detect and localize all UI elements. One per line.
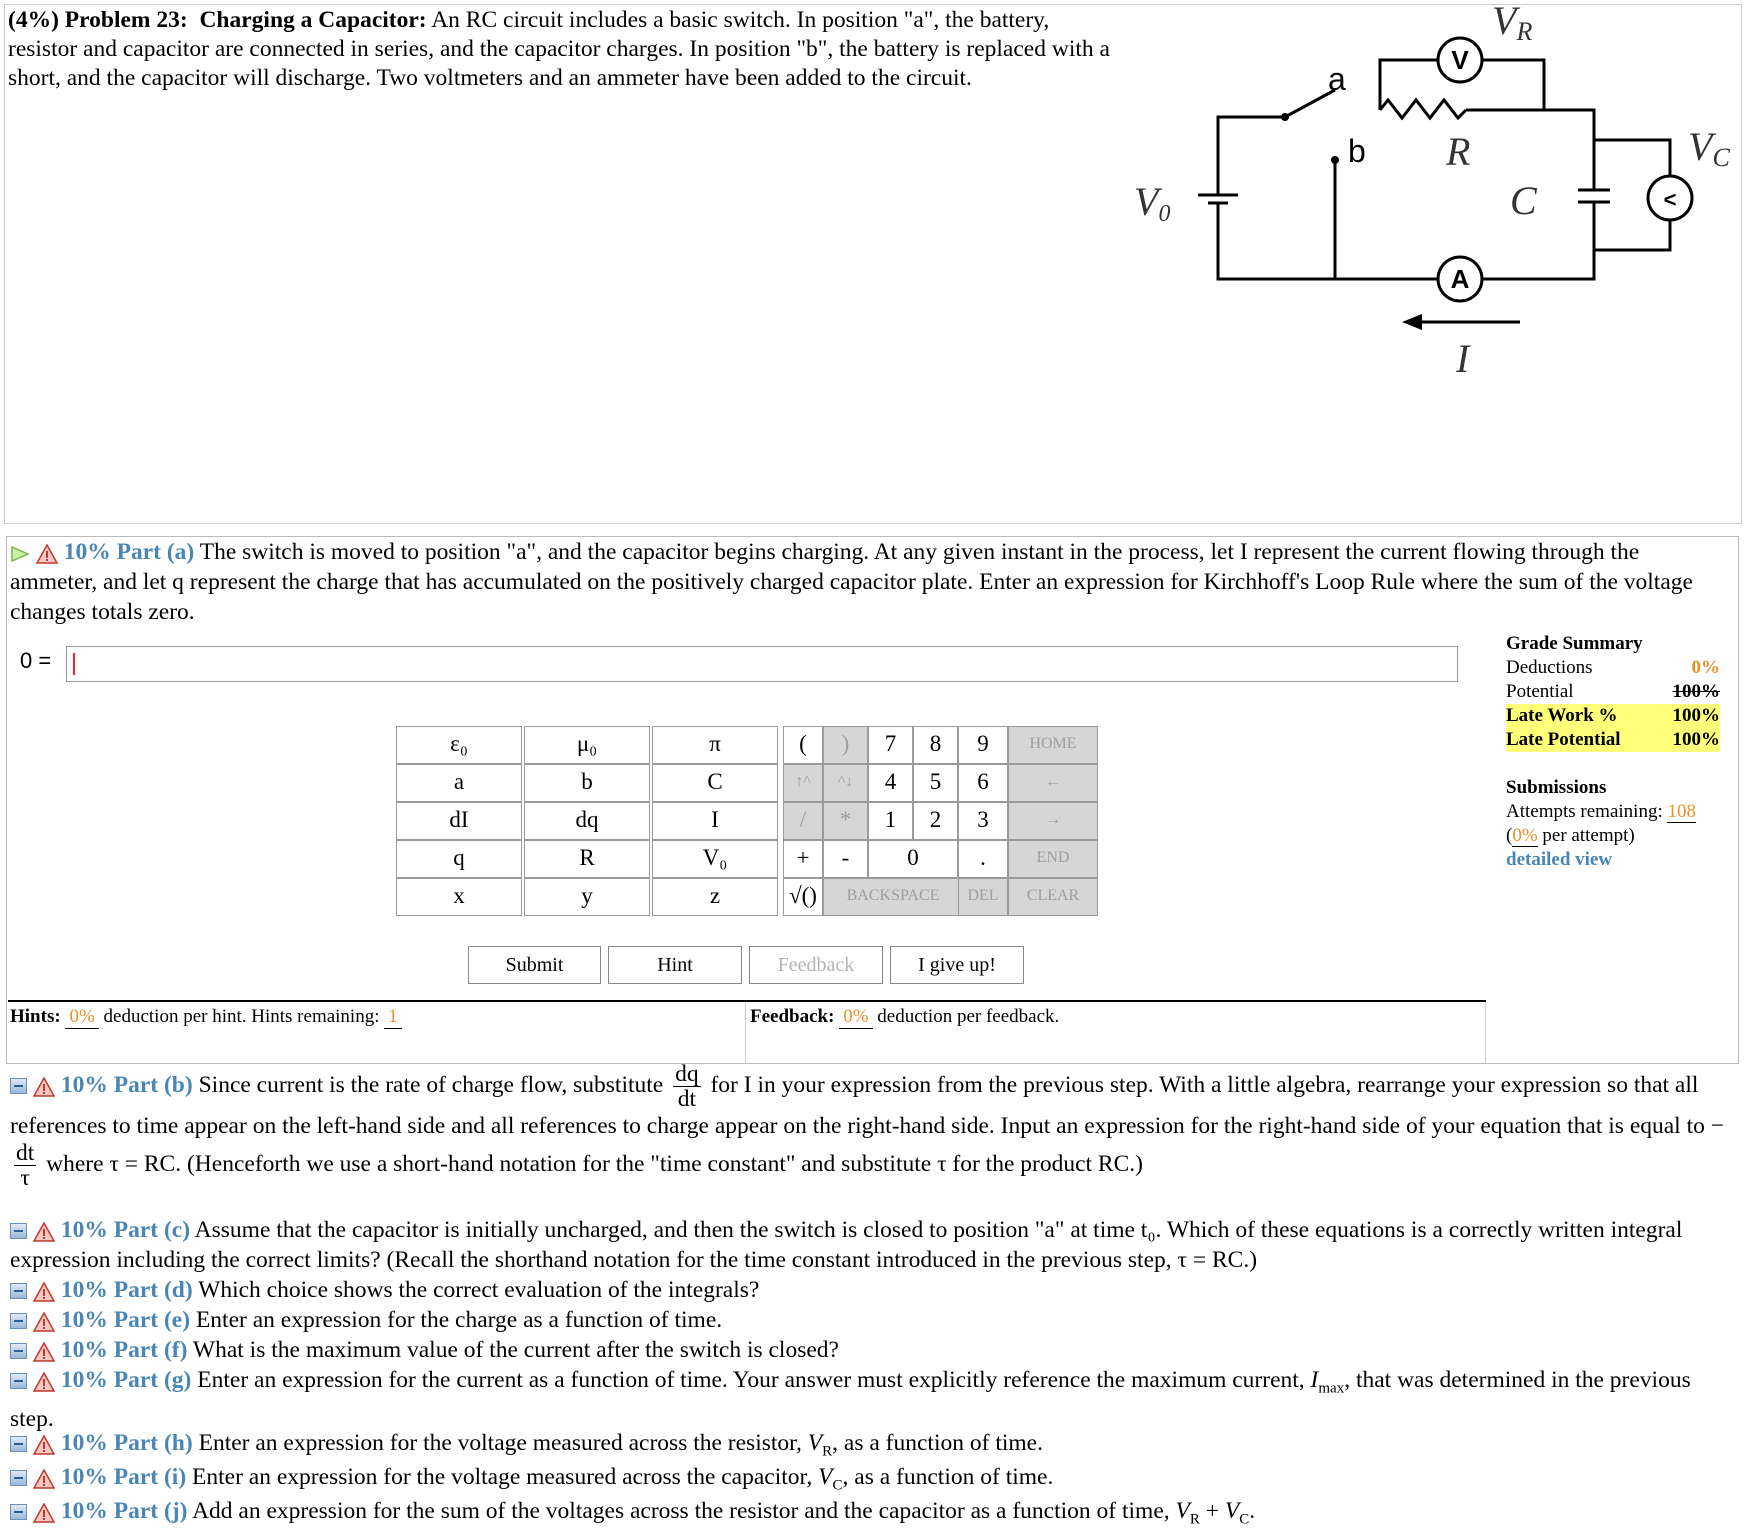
hints-separator bbox=[745, 1002, 746, 1063]
part-a-text: The switch is moved to position "a", and the capacitor begins charging. At any given instant in the process, let I represent the current flowing through the ammeter, and let q represent the charge that has accumulated on the positively charged capacitor plate. Enter an expression for Kirchhoff's Loop Rule where the sum of the voltage changes totals zero. bbox=[10, 539, 1693, 625]
problem-statement bbox=[8, 6, 1120, 93]
collapse-icon[interactable] bbox=[10, 1436, 27, 1452]
collapse-icon[interactable] bbox=[10, 1078, 27, 1094]
part-d-weight: 10% bbox=[60, 1277, 108, 1303]
symbol-v: V bbox=[807, 1430, 823, 1456]
give-up-button[interactable]: I give up! bbox=[890, 946, 1024, 984]
switch-label-a: a bbox=[1328, 61, 1346, 97]
keypad-key[interactable]: ← bbox=[1008, 764, 1098, 802]
part-g-label: Part (g) bbox=[113, 1367, 192, 1393]
keypad-var-key[interactable]: ε₀ bbox=[396, 726, 522, 764]
warning-icon bbox=[33, 1077, 55, 1097]
keypad-key[interactable]: . bbox=[958, 840, 1008, 878]
part-e[interactable] bbox=[10, 1305, 1735, 1335]
keypad-key[interactable]: / bbox=[783, 802, 823, 840]
label-v0: V0 bbox=[1134, 179, 1171, 227]
problem-number: Problem 23: bbox=[64, 7, 188, 33]
keypad-key[interactable]: 1 bbox=[868, 802, 913, 840]
deductions-row: Deductions 0% bbox=[1506, 657, 1720, 678]
answer-prefix: 0 = bbox=[20, 648, 52, 673]
keypad-key[interactable]: → bbox=[1008, 802, 1098, 840]
grade-summary-title: Grade Summary bbox=[1506, 633, 1643, 654]
part-d-label: Part (d) bbox=[113, 1277, 193, 1303]
keypad-key[interactable]: CLEAR bbox=[1008, 878, 1098, 916]
part-h[interactable] bbox=[10, 1428, 1735, 1467]
keypad-var-key[interactable]: μ₀ bbox=[524, 726, 650, 764]
problem-weight: (4%) bbox=[8, 7, 59, 33]
symbol-v: V bbox=[1224, 1498, 1240, 1524]
part-i-text-1: Enter an expression for the voltage measured across the capacitor, bbox=[192, 1464, 813, 1490]
part-c[interactable] bbox=[10, 1215, 1735, 1275]
part-b-weight: 10% bbox=[60, 1071, 108, 1098]
part-a-question bbox=[10, 537, 1730, 627]
label-vc: VC bbox=[1688, 124, 1730, 172]
part-c-label: Part (c) bbox=[113, 1217, 191, 1243]
keypad-var-key[interactable]: V₀ bbox=[652, 840, 778, 878]
keypad-key[interactable]: DEL bbox=[958, 878, 1008, 916]
keypad-key[interactable]: 9 bbox=[958, 726, 1008, 764]
warning-icon bbox=[33, 1282, 55, 1302]
keypad-var-key[interactable]: R bbox=[524, 840, 650, 878]
part-a-weight: 10% bbox=[63, 539, 111, 565]
feedback-text: deduction per feedback. bbox=[877, 1006, 1060, 1027]
ammeter-symbol: A bbox=[1450, 264, 1470, 294]
keypad-var-key[interactable]: y bbox=[524, 878, 650, 916]
switch-contact-b bbox=[1331, 156, 1339, 164]
part-f[interactable] bbox=[10, 1335, 1735, 1365]
submissions-title: Submissions bbox=[1506, 777, 1607, 798]
circuit-wire-right-top bbox=[1544, 110, 1594, 180]
late-work-row: Late Work % 100% bbox=[1506, 705, 1720, 726]
keypad-var-key[interactable]: a bbox=[396, 764, 522, 802]
feedback-label: Feedback: bbox=[750, 1006, 835, 1027]
part-j-text-2: . bbox=[1249, 1498, 1256, 1524]
voltmeter-c-wire-top bbox=[1594, 140, 1670, 176]
part-h-text-1: Enter an expression for the voltage measured across the resistor, bbox=[198, 1430, 802, 1456]
part-g-weight: 10% bbox=[60, 1367, 108, 1393]
part-i-weight: 10% bbox=[60, 1464, 108, 1490]
part-b-text-3: where τ = RC. (Henceforth we use a short-hand notation for the "time constant" and substitute τ for the product RC.) bbox=[46, 1150, 1143, 1177]
part-b-text-2: for I in your expression from the previous step. With a little algebra, rearrange your expression so that all references to time appear on the left-hand side and all references to charge appear on the right-hand side. Input an expression for the right-hand side of your equation that is equal to − bbox=[10, 1071, 1724, 1139]
keypad-var-key[interactable]: dq bbox=[524, 802, 650, 840]
potential-row: Potential 100% bbox=[1506, 681, 1720, 702]
part-c-weight: 10% bbox=[60, 1217, 108, 1243]
part-j-weight: 10% bbox=[60, 1498, 108, 1524]
warning-icon bbox=[33, 1469, 55, 1489]
part-c-text: Assume that the capacitor is initially uncharged, and then the switch is closed to position "a" at time t₀. Which of these equations is a correctly written integral expression including the correct limits? (Recall the shorthand notation for the time constant introduced in the previous step, τ = RC.) bbox=[10, 1217, 1683, 1273]
part-b[interactable] bbox=[10, 1062, 1735, 1190]
warning-icon bbox=[33, 1372, 55, 1392]
part-j[interactable] bbox=[10, 1496, 1735, 1535]
voltmeter-r-symbol: V bbox=[1451, 45, 1469, 75]
part-a-label: Part (a) bbox=[116, 539, 195, 565]
part-b-label: Part (b) bbox=[113, 1071, 193, 1098]
voltmeter-r-wire-right bbox=[1482, 60, 1544, 110]
feedback-deduction: 0% bbox=[839, 1006, 872, 1029]
feedback-separator bbox=[1485, 1002, 1486, 1063]
current-arrow-head bbox=[1402, 314, 1422, 330]
hints-text: deduction per hint. Hints remaining: bbox=[103, 1006, 380, 1027]
part-g[interactable] bbox=[10, 1365, 1735, 1434]
hints-info bbox=[10, 1006, 402, 1029]
late-potential-row: Late Potential 100% bbox=[1506, 729, 1720, 750]
part-i-text-2: , as a function of time. bbox=[842, 1464, 1054, 1490]
voltmeter-c-wire-bottom bbox=[1594, 220, 1670, 250]
part-d-text: Which choice shows the correct evaluation of the integrals? bbox=[198, 1277, 760, 1303]
grade-summary bbox=[1506, 632, 1720, 872]
keypad-key[interactable]: + bbox=[783, 840, 823, 878]
keypad-key[interactable]: 7 bbox=[868, 726, 913, 764]
keypad-key[interactable]: BACKSPACE bbox=[823, 878, 963, 916]
subscript-max: max bbox=[1318, 1380, 1345, 1397]
part-f-text: What is the maximum value of the current after the switch is closed? bbox=[192, 1337, 839, 1363]
collapse-icon[interactable] bbox=[10, 1343, 27, 1359]
submit-button[interactable]: Submit bbox=[468, 946, 601, 984]
keypad-key[interactable]: ) bbox=[823, 726, 868, 764]
part-d[interactable] bbox=[10, 1275, 1735, 1305]
keypad-var-key[interactable]: q bbox=[396, 840, 522, 878]
feedback-info bbox=[750, 1006, 1059, 1029]
part-b-text-1: Since current is the rate of charge flow, substitute bbox=[198, 1071, 664, 1098]
hints-label: Hints: bbox=[10, 1006, 61, 1027]
part-i[interactable] bbox=[10, 1462, 1735, 1501]
resistor-zigzag bbox=[1380, 100, 1466, 118]
keypad-var-key[interactable]: z bbox=[652, 878, 778, 916]
keypad-var-key[interactable]: I bbox=[652, 802, 778, 840]
part-h-text-2: , as a function of time. bbox=[832, 1430, 1043, 1456]
part-g-text-1: Enter an expression for the current as a function of time. Your answer must explicitly reference the maximum current, bbox=[197, 1367, 1305, 1393]
circuit-wire-right-bottom bbox=[1482, 202, 1594, 279]
keypad-key[interactable]: ^↓ bbox=[823, 764, 868, 802]
keypad-key[interactable]: 8 bbox=[913, 726, 958, 764]
subscript-c: C bbox=[832, 1477, 843, 1494]
feedback-button[interactable]: Feedback bbox=[749, 946, 883, 984]
keypad-key[interactable]: 2 bbox=[913, 802, 958, 840]
keypad-key[interactable]: 4 bbox=[868, 764, 913, 802]
part-e-text: Enter an expression for the charge as a function of time. bbox=[195, 1307, 723, 1333]
problem-text: An RC circuit includes a basic switch. In position "a", the battery, resistor and capacitor are connected in series, and the capacitor charges. In position "b", the battery is replaced with a short, and the capacitor will discharge. Two voltmeters and an ammeter have been added to the circuit. bbox=[8, 7, 1110, 91]
symbol-i: I bbox=[1310, 1367, 1319, 1393]
collapse-icon[interactable] bbox=[10, 1313, 27, 1329]
switch-pivot bbox=[1281, 113, 1289, 121]
keypad-key[interactable]: - bbox=[823, 840, 868, 878]
label-r: R bbox=[1446, 129, 1471, 174]
part-f-weight: 10% bbox=[60, 1337, 108, 1363]
part-e-weight: 10% bbox=[60, 1307, 108, 1333]
keypad-var-key[interactable]: C bbox=[652, 764, 778, 802]
keypad-key[interactable]: END bbox=[1008, 840, 1098, 878]
keypad-key[interactable]: √() bbox=[783, 878, 823, 916]
hints-remaining: 1 bbox=[384, 1006, 402, 1029]
warning-icon bbox=[33, 1312, 55, 1332]
warning-icon bbox=[33, 1342, 55, 1362]
collapse-icon[interactable] bbox=[10, 1283, 27, 1299]
part-g-text-2: , that was determined in the previous step. bbox=[10, 1367, 1691, 1432]
subscript-r: R bbox=[1189, 1511, 1200, 1528]
fraction-dq-dt: $\frac{dq}{dt}$ bbox=[675, 1061, 699, 1112]
collapse-icon[interactable] bbox=[10, 1470, 27, 1486]
keypad-key[interactable]: * bbox=[823, 802, 868, 840]
keypad-var-key[interactable]: b bbox=[524, 764, 650, 802]
part-e-label: Part (e) bbox=[113, 1307, 191, 1333]
label-c: C bbox=[1510, 178, 1537, 223]
play-triangle-icon[interactable] bbox=[10, 545, 30, 563]
voltmeter-c-symbol: < bbox=[1663, 187, 1677, 212]
part-f-label: Part (f) bbox=[113, 1337, 188, 1363]
plus-sign: + bbox=[1199, 1498, 1225, 1524]
keypad-key[interactable]: 0 bbox=[868, 840, 958, 878]
part-j-label: Part (j) bbox=[113, 1498, 188, 1524]
label-vr: VR bbox=[1492, 0, 1533, 46]
symbol-v: V bbox=[1175, 1498, 1190, 1524]
keypad-var-key[interactable]: dI bbox=[396, 802, 522, 840]
keypad-key[interactable]: ( bbox=[783, 726, 823, 764]
problem-title: Charging a Capacitor: bbox=[199, 7, 427, 33]
keypad-var-key[interactable]: π bbox=[652, 726, 778, 764]
part-i-label: Part (i) bbox=[113, 1464, 187, 1490]
attempts-remaining: Attempts remaining: 108 bbox=[1506, 801, 1696, 822]
part-j-text-1: Add an expression for the sum of the voltages across the resistor and the capacitor as a function of time, bbox=[192, 1498, 1170, 1524]
keypad-key[interactable]: HOME bbox=[1008, 726, 1098, 764]
keypad-key[interactable]: 3 bbox=[958, 802, 1008, 840]
subscript-r: R bbox=[822, 1443, 833, 1460]
warning-icon bbox=[33, 1503, 55, 1523]
warning-icon bbox=[36, 544, 58, 564]
collapse-icon[interactable] bbox=[10, 1373, 27, 1389]
keypad-key[interactable]: ↑^ bbox=[783, 764, 823, 802]
switch-label-b: b bbox=[1348, 133, 1366, 169]
circuit-wire-top-left bbox=[1218, 117, 1285, 180]
keypad-key[interactable]: 6 bbox=[958, 764, 1008, 802]
answer-input[interactable] bbox=[66, 646, 1458, 682]
circuit-wire-bottom bbox=[1218, 210, 1458, 279]
fraction-dt-tau: $\frac{dt}{\tau}$ bbox=[16, 1140, 35, 1191]
text-caret bbox=[73, 653, 75, 675]
collapse-icon[interactable] bbox=[10, 1223, 27, 1239]
warning-icon bbox=[33, 1222, 55, 1242]
detailed-view-link[interactable]: detailed view bbox=[1506, 849, 1613, 870]
part-h-label: Part (h) bbox=[113, 1430, 193, 1456]
label-current-i: I bbox=[1456, 336, 1470, 381]
symbol-v: V bbox=[818, 1464, 833, 1490]
part-h-weight: 10% bbox=[60, 1430, 108, 1456]
rc-circuit-diagram bbox=[1120, 0, 1740, 390]
per-attempt: (0% per attempt) bbox=[1506, 825, 1635, 846]
subscript-c: C bbox=[1239, 1511, 1250, 1528]
hint-button[interactable]: Hint bbox=[608, 946, 742, 984]
keypad-var-key[interactable]: x bbox=[396, 878, 522, 916]
hints-divider bbox=[8, 1000, 1486, 1002]
warning-icon bbox=[33, 1435, 55, 1455]
hint-deduction: 0% bbox=[65, 1006, 98, 1029]
collapse-icon[interactable] bbox=[10, 1504, 27, 1520]
keypad-key[interactable]: 5 bbox=[913, 764, 958, 802]
